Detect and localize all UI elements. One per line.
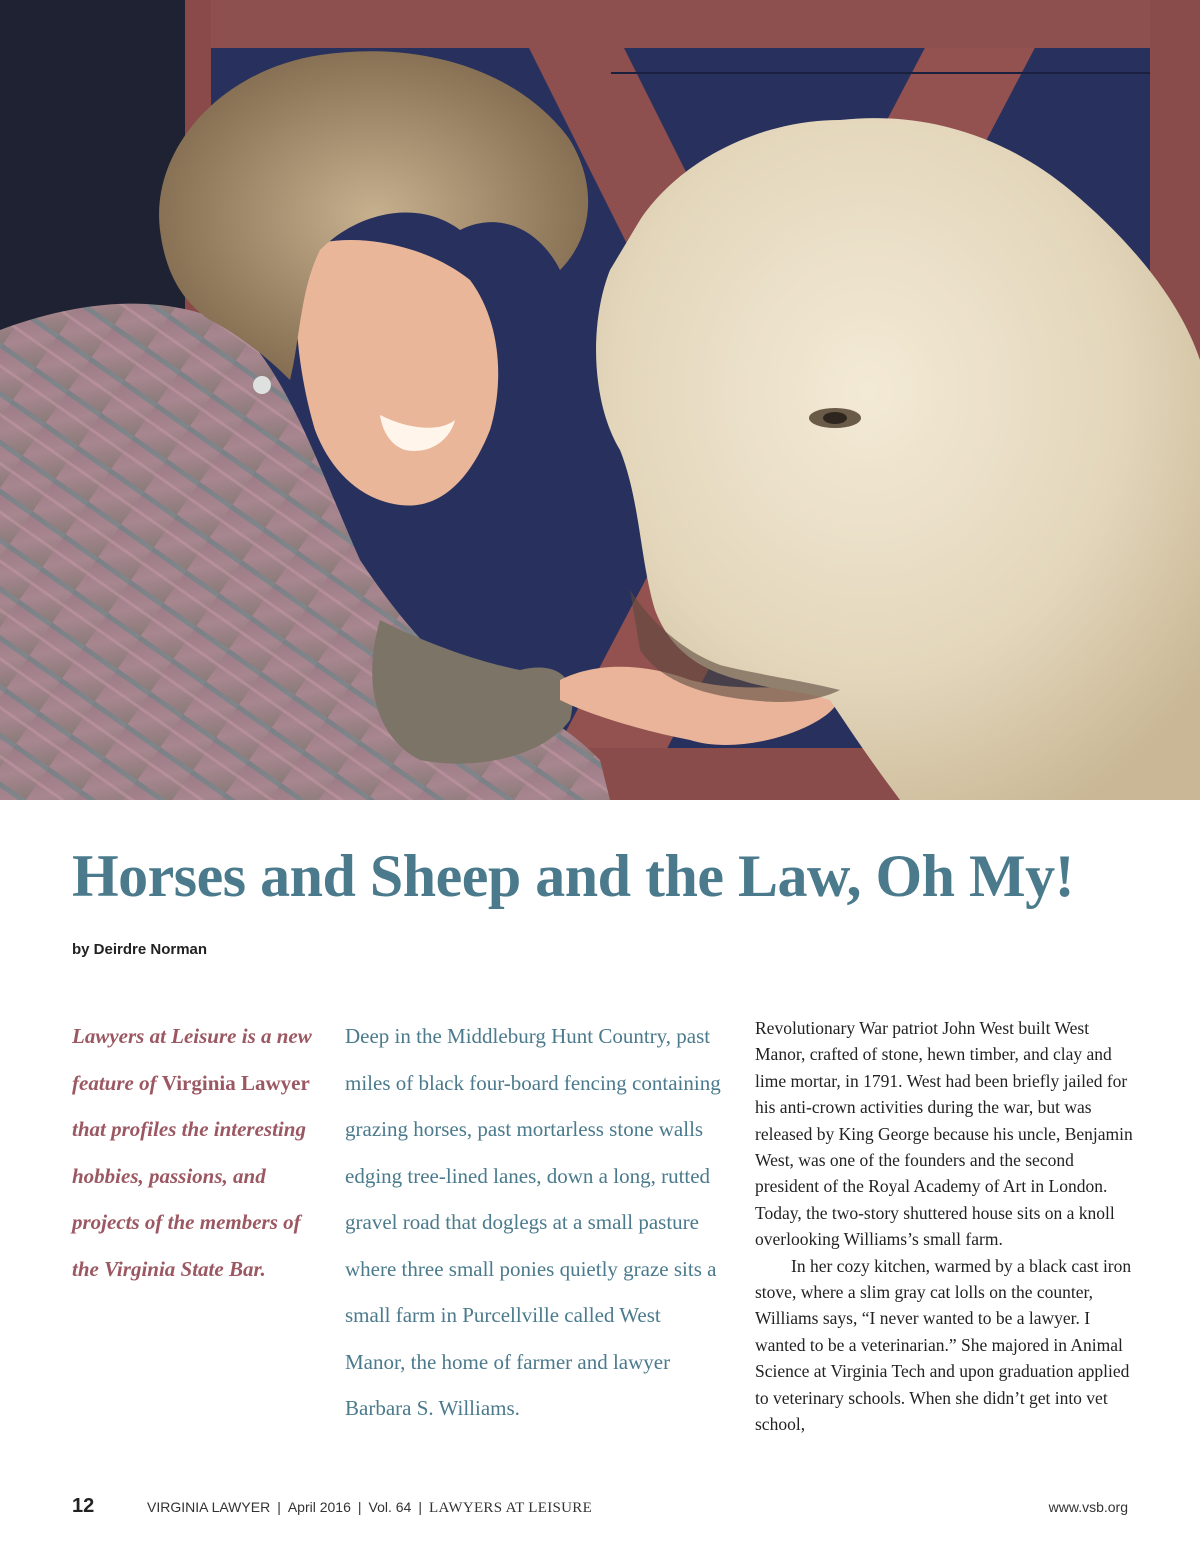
intro-segment: Lawyers at Leisure <box>72 1024 237 1048</box>
byline: by Deirdre Norman <box>72 941 208 958</box>
lead-paragraph: Deep in the Middleburg Hunt Country, past miles of black four-board fencing containing grazing horses, past mortarless stone walls edging tree-lined lanes, down a long, rutted gravel road that doglegs at a small pasture where three small ponies quietly graze sits a small farm in Purcellville called West Manor, the home of farmer and lawyer Barbara S. Williams. <box>345 1024 721 1420</box>
page-footer <box>72 1495 1128 1521</box>
intro-blurb <box>72 1013 322 1292</box>
article-title: Horses and Sheep and the Law, Oh My! <box>72 843 1075 909</box>
publication-name: VIRGINIA LAWYER <box>147 1499 271 1515</box>
footer-publication-line <box>147 1499 592 1517</box>
section-name: LAWYERS AT LEISURE <box>428 1500 593 1516</box>
issue-date: April 2016 <box>287 1499 351 1515</box>
intro-segment: that profiles the interesting hobbies, passions, and projects of the members of the Virginia State Bar. <box>72 1117 306 1281</box>
body-paragraph: In her cozy kitchen, warmed by a black cast iron stove, where a slim gray cat lolls on the counter, Williams says, “I never wanted to be a lawyer. I wanted to be a veterinarian.” She majored in Animal Science at Virginia Tech and upon graduation applied to veterinary schools. When she didn’t get into vet school, <box>755 1255 1132 1435</box>
body-paragraph: Revolutionary War patriot John West built West Manor, crafted of stone, hewn timber, and clay and lime mortar, in 1791. West had been briefly jailed for his anti-crown activities during the war, but was released by King George because his uncle, Benjamin West, was one of the founders and the second president of the Royal Academy of Art in London. Today, the two-story shuttered house sits on a knoll overlooking Williams’s small farm. <box>755 1018 1133 1250</box>
separator: | <box>357 1499 362 1515</box>
separator: | <box>418 1499 422 1515</box>
intro-segment: is a new feature of <box>72 1024 312 1095</box>
intro-publication-name: Virginia Lawyer <box>161 1070 310 1095</box>
body-column <box>755 1015 1133 1438</box>
website-link[interactable]: www.vsb.org <box>1048 1499 1128 1515</box>
volume: Vol. 64 <box>368 1499 412 1515</box>
page-number: 12 <box>72 1495 95 1517</box>
separator: | <box>277 1499 281 1515</box>
